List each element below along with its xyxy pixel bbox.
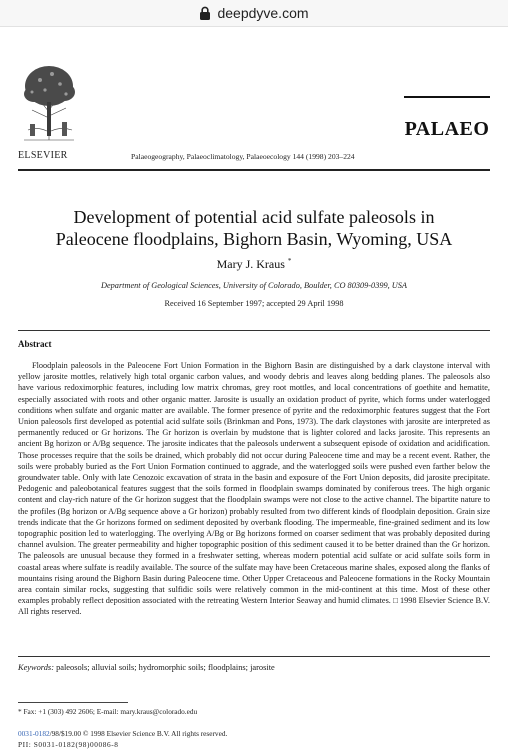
journal-citation: Palaeogeography, Palaeoclimatology, Palaeoecology 144 (1998) 203–224 bbox=[131, 152, 355, 161]
journal-brand-name: PALAEO bbox=[404, 118, 490, 140]
pii-identifier: PII: S0031-0182(98)00086-8 bbox=[18, 740, 119, 749]
author-text: Mary J. Kraus bbox=[216, 257, 285, 271]
keywords-text: paleosols; alluvial soils; hydromorphic soils; floodplains; jarosite bbox=[56, 663, 275, 672]
abstract-heading: Abstract bbox=[18, 339, 52, 349]
article-title bbox=[30, 206, 478, 250]
publisher-name: ELSEVIER bbox=[18, 150, 68, 161]
author-name bbox=[30, 257, 478, 272]
journal-brand bbox=[404, 96, 490, 156]
lock-icon bbox=[199, 6, 211, 20]
url-text: deepdyve.com bbox=[217, 5, 309, 21]
abstract-body: Floodplain paleosols in the Paleocene Fort Union Formation in the Bighorn Basin are distinguished by a dark claystone interval with yellow jarosite mottles, relatively high total organic carbon values, and woody debris and leaves along bedding planes. The paleosols also have various redoximorphic features, including low matrix chromas, grey root mottles, and local concentrations of goethite and hematite, especially associated with roots and other organic matter. Jarosite is usually an oxidation product of pyrite, which forms under waterlogged conditions when sulfate and organic matter are available. The former presence of pyrite and the redoximorphic features suggest that the Fort Union paleosols first developed as potential acid sulfate soils (Brinkman and Pons, 1973). The dark claystones with jarosite are interpreted as permanently reduced or Gr horizons. The Gr horizon is overlain by mudstone that is lighter colored and lacks jarosite. This represents an ancient Bg horizon or A/Bg sequence. The jarosite indicates that the paleosols underwent a subsequent episode of oxidation and acidification. Those processes require that the soils be drained, which probably did not occur during Paleocene time and may be a recent event. Rather, the soils were probably buried as the Fort Union Formation continued to aggrade, and the waterlogged soils were pushed even farther below the groundwater table. Only with late Cenozoic excavation of strata in the basin and exposure of the Fort Union deposits, did jarosite precipitate. Pedogenic and paleobotanical features suggest that the soils formed in floodplain swamps dominated by coniferous trees. The high organic content and clay-rich nature of the Gr horizon suggest that the floodplain swamps were not close to the active channel. The bipartite nature to the profiles (Bg horizon or A/Bg sequence above a Gr horizon) probably resulted from two different kinds of floodplain deposition. Grain size trends indicate that the Gr horizons formed on sediment deposited by overbank flooding. The impermeable, fine-grained sediment and its low topographic position led to waterlogging. The overlying A/Bg or Bg horizons formed on coarser sediment that was probably deposited during channel avulsion. The greater permeability and higher topographic position of this sediment caused it to be better drained than the Gr horizon. The paleosols are unusual because they formed in a freshwater setting, whereas modern potential acid sulfate or acid sulfate soils form in coastal areas where sulfate is readily available. The source of the sulfate may have been Cretaceous marine shales, exposed along the flanks of mountains rising around the Bighorn Basin during Paleocene time. Other Upper Cretaceous and Paleocene formations in the Rocky Mountain area contain similar rocks, suggesting that sulfidic soils were relatively common in the mid-continent at this time. Most of these other examples probably reflect deposition associated with the retreating Western Interior Seaway and humid climates. □ 1998 Elsevier Science B.V. All rights reserved. bbox=[18, 361, 490, 617]
author-affiliation: Department of Geological Sciences, University of Colorado, Boulder, CO 80309-0399, USA bbox=[100, 281, 408, 290]
title-line-2: Paleocene floodplains, Bighorn Basin, Wyoming, USA bbox=[55, 229, 453, 249]
header-rule bbox=[18, 169, 490, 171]
author-footnote-mark[interactable]: * bbox=[287, 257, 292, 265]
footnote-rule bbox=[18, 702, 128, 703]
received-dates: Received 16 September 1997; accepted 29 April 1998 bbox=[164, 299, 344, 308]
keywords-rule bbox=[18, 656, 490, 657]
title-line-1: Development of potential acid sulfate paleosols in bbox=[73, 207, 435, 227]
keywords-line bbox=[18, 663, 490, 672]
keywords-label: Keywords: bbox=[18, 663, 54, 672]
browser-url-bar[interactable] bbox=[0, 0, 508, 27]
issn-link[interactable]: 0031-0182 bbox=[18, 729, 50, 738]
copyright-line bbox=[18, 729, 490, 738]
copyright-text: /98/$19.00 © 1998 Elsevier Science B.V. All rights reserved. bbox=[49, 729, 228, 738]
author-footnote: * Fax: +1 (303) 492 2606; E-mail: mary.kraus@colorado.edu bbox=[18, 707, 198, 716]
abstract-top-rule bbox=[18, 330, 490, 331]
document-page bbox=[0, 26, 508, 750]
elsevier-tree-logo bbox=[18, 60, 80, 146]
